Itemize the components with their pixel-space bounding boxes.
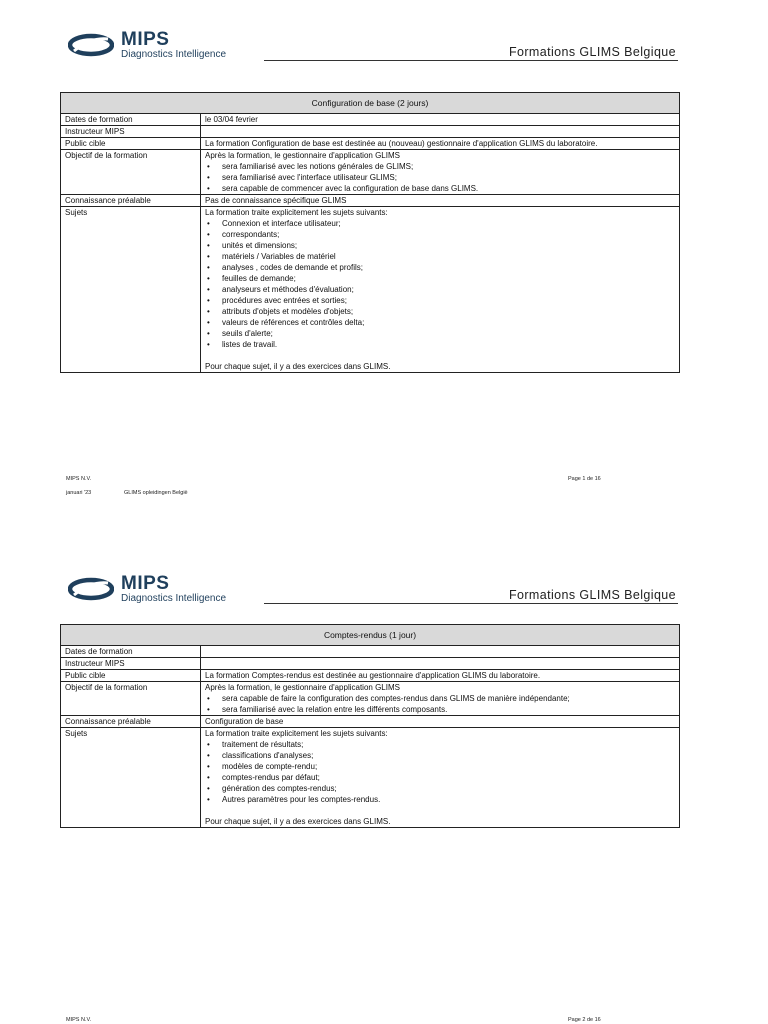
list-item: • Connexion et interface utilisateur; — [222, 218, 675, 229]
list-item: • valeurs de références et contrôles delta; — [222, 317, 675, 328]
mips-swoosh-logo-icon — [68, 33, 114, 57]
objective-list — [205, 693, 675, 715]
row-label: Sujets — [61, 207, 201, 373]
objective-intro: Après la formation, le gestionnaire d'application GLIMS — [205, 151, 400, 160]
footer-page-number: Page 1 de 16 — [568, 476, 601, 482]
row-value — [201, 646, 680, 658]
table-row — [61, 716, 680, 728]
list-item: • sera capable de commencer avec la configuration de base dans GLIMS. — [222, 183, 675, 194]
footer-company: MIPS N.V. — [66, 1017, 92, 1023]
table-row — [61, 658, 680, 670]
header-divider — [264, 60, 678, 61]
list-item: • analyses , codes de demande et profils; — [222, 262, 675, 273]
table-row — [61, 207, 680, 373]
list-item: • correspondants; — [222, 229, 675, 240]
logo-title: MIPS — [121, 573, 170, 594]
row-label: Sujets — [61, 728, 201, 828]
training-table — [60, 92, 680, 373]
list-item: • feuilles de demande; — [222, 273, 675, 284]
list-item: • listes de travail. — [222, 339, 675, 350]
objective-intro: Après la formation, le gestionnaire d'application GLIMS — [205, 683, 400, 692]
table-row — [61, 114, 680, 126]
footer-date: januari '23 — [66, 490, 92, 496]
row-label: Instructeur MIPS — [61, 658, 201, 670]
row-value — [201, 658, 680, 670]
table-row — [61, 138, 680, 150]
mips-logo — [68, 574, 226, 604]
list-item: • traitement de résultats; — [222, 739, 675, 750]
row-value — [201, 682, 680, 716]
list-item: • attributs d'objets et modèles d'objets; — [222, 306, 675, 317]
table-row — [61, 126, 680, 138]
subjects-intro: La formation traite explicitement les sujets suivants: — [205, 729, 388, 738]
list-item: • sera familiarisé avec la relation entre les différents composants. — [222, 704, 675, 715]
row-label: Objectif de la formation — [61, 682, 201, 716]
table-row — [61, 195, 680, 207]
row-value — [201, 126, 680, 138]
subjects-outro: Pour chaque sujet, il y a des exercices dans GLIMS. — [205, 362, 391, 371]
row-label: Public cible — [61, 138, 201, 150]
table-row — [61, 646, 680, 658]
list-item: • analyseurs et méthodes d'évaluation; — [222, 284, 675, 295]
header-title: Formations GLIMS Belgique — [508, 588, 676, 602]
list-item: • seuils d'alerte; — [222, 328, 675, 339]
subjects-list — [205, 218, 675, 350]
subjects-list — [205, 739, 675, 805]
table-row — [61, 150, 680, 195]
mips-logo — [68, 30, 226, 60]
list-item: • sera familiarisé avec l'interface utilisateur GLIMS; — [222, 172, 675, 183]
header-divider — [264, 603, 678, 604]
row-label: Connaissance préalable — [61, 195, 201, 207]
list-item: • Autres paramètres pour les comptes-rendus. — [222, 794, 675, 805]
table-row — [61, 728, 680, 828]
logo-title: MIPS — [121, 29, 170, 50]
logo-subtitle: Diagnostics Intelligence — [121, 49, 227, 60]
row-label: Instructeur MIPS — [61, 126, 201, 138]
footer-page-number: Page 2 de 16 — [568, 1017, 601, 1023]
row-value — [201, 728, 680, 828]
objective-list — [205, 161, 675, 194]
row-label: Dates de formation — [61, 114, 201, 126]
list-item: • procédures avec entrées et sorties; — [222, 295, 675, 306]
row-value: le 03/04 fevrier — [201, 114, 680, 126]
table-title-row — [61, 625, 680, 646]
subjects-intro: La formation traite explicitement les sujets suivants: — [205, 208, 388, 217]
row-label: Objectif de la formation — [61, 150, 201, 195]
mips-swoosh-logo-icon — [68, 577, 114, 601]
row-value: Pas de connaissance spécifique GLIMS — [201, 195, 680, 207]
row-label: Public cible — [61, 670, 201, 682]
header-title: Formations GLIMS Belgique — [508, 45, 676, 59]
subjects-outro: Pour chaque sujet, il y a des exercices dans GLIMS. — [205, 817, 391, 826]
row-label: Connaissance préalable — [61, 716, 201, 728]
footer-company: MIPS N.V. — [66, 476, 92, 482]
table-title: Configuration de base (2 jours) — [61, 93, 680, 114]
row-label: Dates de formation — [61, 646, 201, 658]
row-value — [201, 207, 680, 373]
list-item: • matériels / Variables de matériel — [222, 251, 675, 262]
footer-document: GLIMS opleidingen België — [124, 490, 188, 496]
table-title-row — [61, 93, 680, 114]
list-item: • sera capable de faire la configuration des comptes-rendus dans GLIMS de manière indépendante; — [222, 693, 675, 704]
list-item: • unités et dimensions; — [222, 240, 675, 251]
training-table — [60, 624, 680, 828]
logo-subtitle: Diagnostics Intelligence — [121, 593, 227, 604]
list-item: • génération des comptes-rendus; — [222, 783, 675, 794]
row-value: La formation Configuration de base est destinée au (nouveau) gestionnaire d'application GLIMS du laboratoire. — [201, 138, 680, 150]
table-title: Comptes-rendus (1 jour) — [61, 625, 680, 646]
list-item: • sera familiarisé avec les notions générales de GLIMS; — [222, 161, 675, 172]
row-value: La formation Comptes-rendus est destinée au gestionnaire d'application GLIMS du laboratoire. — [201, 670, 680, 682]
row-value: Configuration de base — [201, 716, 680, 728]
list-item: • modèles de compte-rendu; — [222, 761, 675, 772]
list-item: • comptes-rendus par défaut; — [222, 772, 675, 783]
list-item: • classifications d'analyses; — [222, 750, 675, 761]
table-row — [61, 670, 680, 682]
table-row — [61, 682, 680, 716]
row-value — [201, 150, 680, 195]
